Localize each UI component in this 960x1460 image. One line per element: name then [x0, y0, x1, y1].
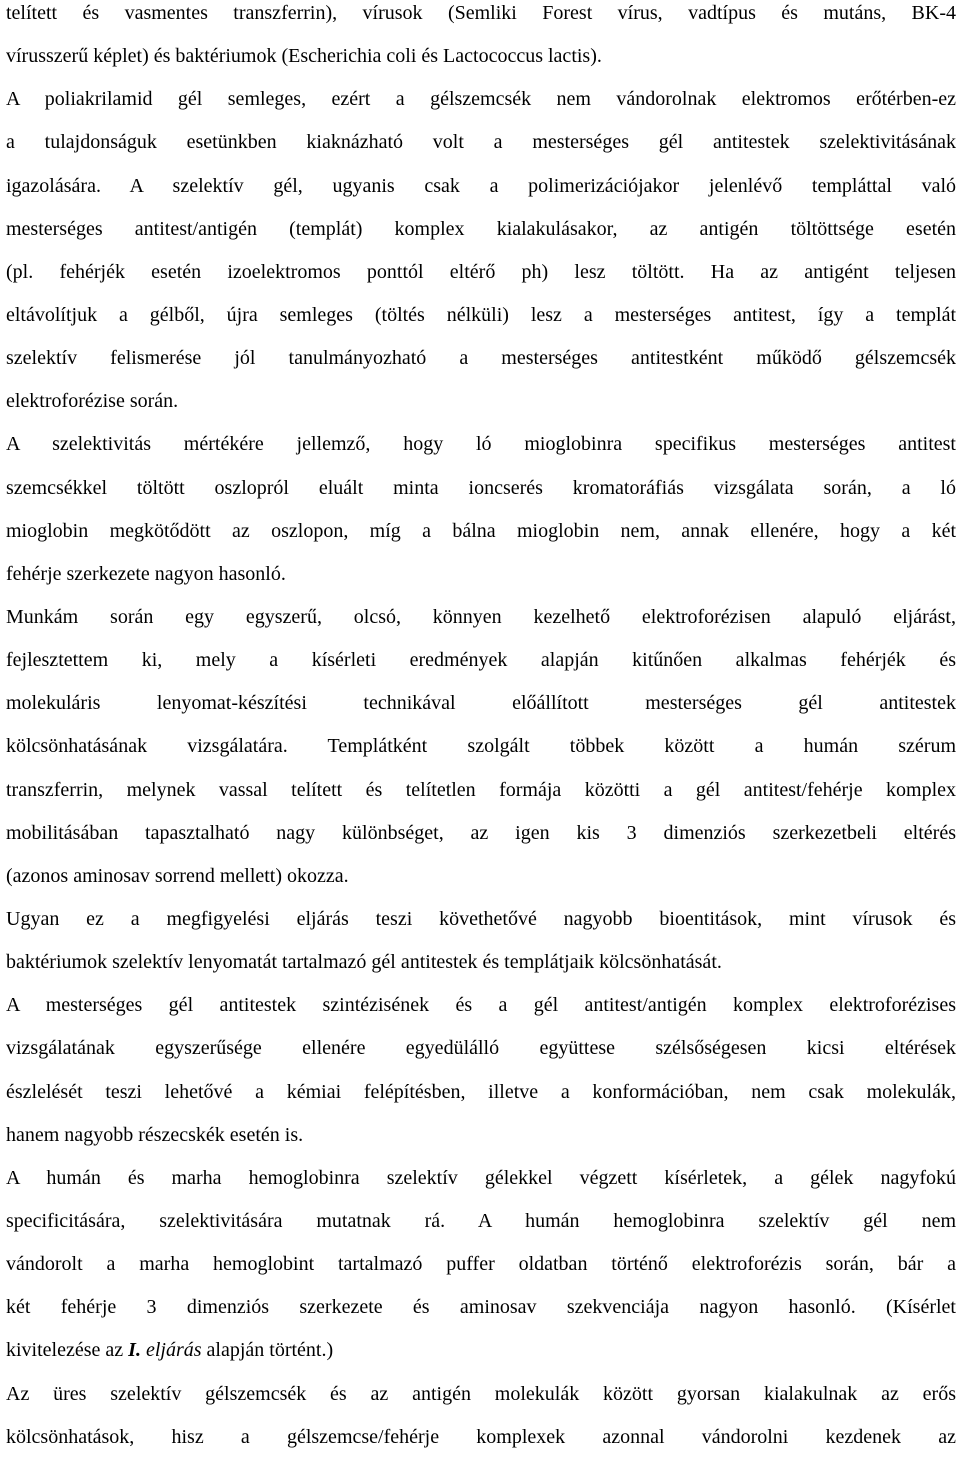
text-line: a tulajdonságuk esetünkben kiaknázható volt a mesterséges gél antitestek szelektivitásának	[6, 131, 956, 154]
text-line: kölcsönhatások, hisz a gélszemcse/fehérje komplexek azonnal vándorolni kezdenek az	[6, 1425, 956, 1448]
text-line: szemcsékkel töltött oszlopról eluált minta ioncserés kromatoráfiás vizsgálata során, a ló	[6, 476, 956, 499]
text-line: baktériumok szelektív lenyomatát tartalmazó gél antitestek és templátjaik kölcsönhatását.	[6, 951, 722, 974]
text-line: Munkám során egy egyszerű, olcsó, könnyen kezelhető elektroforézisen alapuló eljárást,	[6, 605, 956, 628]
text-line: mobilitásában tapasztalható nagy különbséget, az igen kis 3 dimenziós szerkezetbeli eltérés	[6, 821, 956, 844]
text-line: A szelektivitás mértékére jellemző, hogy ló mioglobinra specifikus mesterséges antitest	[6, 433, 956, 456]
text-fragment: kivitelezése az	[6, 1339, 129, 1362]
text-line: vizsgálatának egyszerűsége ellenére egyedülálló együttese szélsőségesen kicsi eltérések	[6, 1037, 956, 1060]
text-line: molekuláris lenyomat-készítési technikával előállított mesterséges gél antitestek	[6, 692, 956, 715]
text-fragment: alapján történt.)	[201, 1339, 334, 1362]
text-line: mesterséges antitest/antigén (templát) komplex kialakulásakor, az antigén töltöttsége esetén	[6, 217, 956, 240]
text-line: Ugyan ez a megfigyelési eljárás teszi követhetővé nagyobb bioentitások, mint vírusok és	[6, 907, 956, 930]
text-fragment: I.	[128, 1339, 141, 1362]
text-line: mioglobin megkötődött az oszlopon, míg a bálna mioglobin nem, annak ellenére, hogy a két	[6, 519, 956, 542]
text-line: hanem nagyobb részecskék esetén is.	[6, 1123, 304, 1146]
text-line: (azonos aminosav sorrend mellett) okozza.	[6, 864, 349, 887]
text-line: (pl. fehérjék esetén izoelektromos ponttól eltérő ph) lesz töltött. Ha az antigént teljesen	[6, 260, 956, 283]
text-line: specificitására, szelektivitására mutatnak rá. A humán hemoglobinra szelektív gél nem	[6, 1209, 956, 1232]
text-line: kölcsönhatásának vizsgálatára. Templátként szolgált többek között a humán szérum	[6, 735, 956, 758]
text-line: A humán és marha hemoglobinra szelektív gélekkel végzett kísérletek, a gélek nagyfokú	[6, 1166, 956, 1189]
text-line: elektroforézise során.	[6, 390, 179, 413]
text-line: A poliakrilamid gél semleges, ezért a gélszemcsék nem vándorolnak elektromos erőtérben-ez	[6, 88, 956, 111]
text-line: vándorolt a marha hemoglobint tartalmazó puffer oldatban történő elektroforézis során, bár a	[6, 1253, 956, 1276]
text-line: fejlesztettem ki, mely a kísérleti eredmények alapján kitűnően alkalmas fehérjék és	[6, 649, 956, 672]
text-line: igazolására. A szelektív gél, ugyanis csak a polimerizációjakor jelenlévő templáttal való	[6, 174, 956, 197]
text-line: Az üres szelektív gélszemcsék és az antigén molekulák között gyorsan kialakulnak az erős	[6, 1382, 956, 1405]
text-line: fehérje szerkezete nagyon hasonló.	[6, 562, 286, 585]
text-line: eltávolítjuk a gélből, újra semleges (töltés nélküli) lesz a mesterséges antitest, így a templát	[6, 303, 956, 326]
text-line	[6, 1329, 956, 1372]
text-line: észlelését teszi lehetővé a kémiai felépítésben, illetve a konformációban, nem csak molekulák,	[6, 1080, 956, 1103]
text-line: szelektív felismerése jól tanulmányozható a mesterséges antitestként működő gélszemcsék	[6, 347, 956, 370]
text-line: telített és vasmentes transzferrin), vírusok (Semliki Forest vírus, vadtípus és mutáns, BK-4	[6, 2, 956, 24]
text-line: A mesterséges gél antitestek szintézisének és a gél antitest/antigén komplex elektroforézises	[6, 994, 956, 1017]
text-line: vírusszerű képlet) és baktériumok (Escherichia coli és Lactococcus lactis).	[6, 45, 602, 68]
text-line: transzferrin, melynek vassal telített és telítetlen formája közötti a gél antitest/fehérje komplex	[6, 778, 956, 801]
text-line: két fehérje 3 dimenziós szerkezete és aminosav szekvenciája nagyon hasonló. (Kísérlet	[6, 1296, 956, 1319]
body-text	[6, 0, 956, 1459]
text-fragment: eljárás	[145, 1339, 202, 1362]
